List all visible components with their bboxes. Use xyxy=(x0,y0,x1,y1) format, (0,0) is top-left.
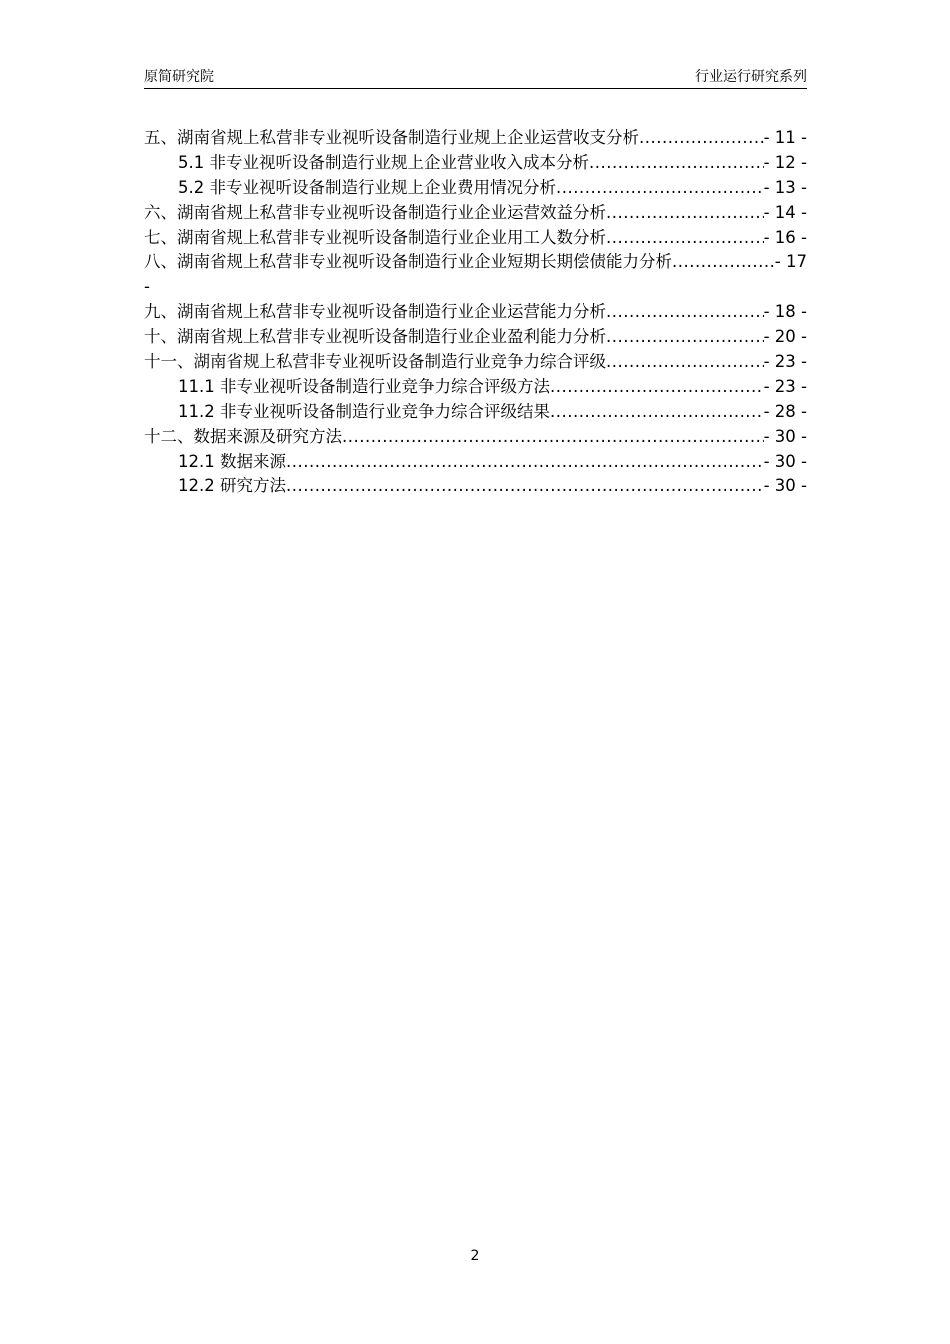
toc-dot-leader xyxy=(286,474,764,499)
toc-entry-page: - 30 - xyxy=(763,451,807,471)
toc-entry[interactable] xyxy=(144,350,807,375)
toc-dot-leader xyxy=(606,350,764,375)
toc-dot-leader xyxy=(606,325,764,350)
toc-entry-page: - 17 xyxy=(774,252,807,272)
toc-entry-title: 12.2 研究方法 xyxy=(178,476,286,496)
toc-entry-title: 5.1 非专业视听设备制造行业规上企业营业收入成本分析 xyxy=(178,152,589,172)
toc-dot-leader xyxy=(286,450,764,475)
toc-entry[interactable] xyxy=(144,400,807,425)
toc-dot-leader xyxy=(556,176,764,201)
toc-entry[interactable] xyxy=(144,226,807,251)
toc-entry-title: 11.1 非专业视听设备制造行业竞争力综合评级方法 xyxy=(178,376,550,396)
toc-dot-leader xyxy=(606,300,764,325)
toc-entry-page: - 28 - xyxy=(763,401,807,421)
toc-entry-title: 九、湖南省规上私营非专业视听设备制造行业企业运营能力分析 xyxy=(144,302,606,322)
toc-dot-leader xyxy=(550,375,764,400)
toc-entry-page: - 23 - xyxy=(763,376,807,396)
page-number: 2 xyxy=(470,1248,480,1264)
toc-entry-title: 5.2 非专业视听设备制造行业规上企业费用情况分析 xyxy=(178,177,556,197)
toc-entry[interactable] xyxy=(144,474,807,499)
toc-entry[interactable] xyxy=(144,176,807,201)
toc-dot-leader xyxy=(672,250,775,275)
header-left-text: 原简研究院 xyxy=(144,69,214,85)
toc-entry[interactable] xyxy=(144,300,807,325)
toc-dot-leader xyxy=(589,151,764,176)
toc-entry-page: - 30 - xyxy=(763,476,807,496)
toc-entry-title: 八、湖南省规上私营非专业视听设备制造行业企业短期长期偿债能力分析 xyxy=(144,252,672,272)
toc-entry-wrap-text: - xyxy=(144,277,150,297)
toc-entry-page: - 13 - xyxy=(763,177,807,197)
toc-entry[interactable] xyxy=(144,126,807,151)
toc-entry-page: - 11 - xyxy=(763,128,807,147)
toc-entry-title: 12.1 数据来源 xyxy=(178,451,286,471)
toc-entry[interactable] xyxy=(144,375,807,400)
toc-dot-leader xyxy=(606,201,764,226)
toc-entry-title: 十、湖南省规上私营非专业视听设备制造行业企业盈利能力分析 xyxy=(144,327,606,347)
header-right-text: 行业运行研究系列 xyxy=(695,69,807,85)
toc-dot-leader xyxy=(550,400,764,425)
toc-entry-title: 十一、湖南省规上私营非专业视听设备制造行业竞争力综合评级 xyxy=(144,352,606,372)
table-of-contents xyxy=(144,126,807,499)
toc-entry-page: - 14 - xyxy=(763,202,807,222)
toc-entry[interactable] xyxy=(144,325,807,350)
toc-dot-leader xyxy=(639,126,764,151)
toc-entry[interactable] xyxy=(144,450,807,475)
toc-entry-page: - 20 - xyxy=(763,327,807,347)
toc-entry-page: - 23 - xyxy=(763,352,807,372)
toc-entry[interactable] xyxy=(144,425,807,450)
toc-entry-title: 六、湖南省规上私营非专业视听设备制造行业企业运营效益分析 xyxy=(144,202,606,222)
toc-entry[interactable] xyxy=(144,250,807,275)
toc-entry[interactable] xyxy=(144,201,807,226)
toc-dot-leader xyxy=(606,226,764,251)
toc-dot-leader xyxy=(342,425,764,450)
toc-entry-page: - 30 - xyxy=(763,426,807,446)
toc-entry-title: 七、湖南省规上私营非专业视听设备制造行业企业用工人数分析 xyxy=(144,227,606,247)
toc-entry-title: 11.2 非专业视听设备制造行业竞争力综合评级结果 xyxy=(178,401,550,421)
toc-entry-page: - 12 - xyxy=(763,152,807,172)
toc-entry[interactable] xyxy=(144,151,807,176)
page-header xyxy=(144,66,807,89)
toc-entry-title: 十二、数据来源及研究方法 xyxy=(144,426,342,446)
toc-entry-page: - 16 - xyxy=(763,227,807,247)
toc-entry-page: - 18 - xyxy=(763,302,807,322)
toc-entry-title: 五、湖南省规上私营非专业视听设备制造行业规上企业运营收支分析 xyxy=(144,128,639,147)
